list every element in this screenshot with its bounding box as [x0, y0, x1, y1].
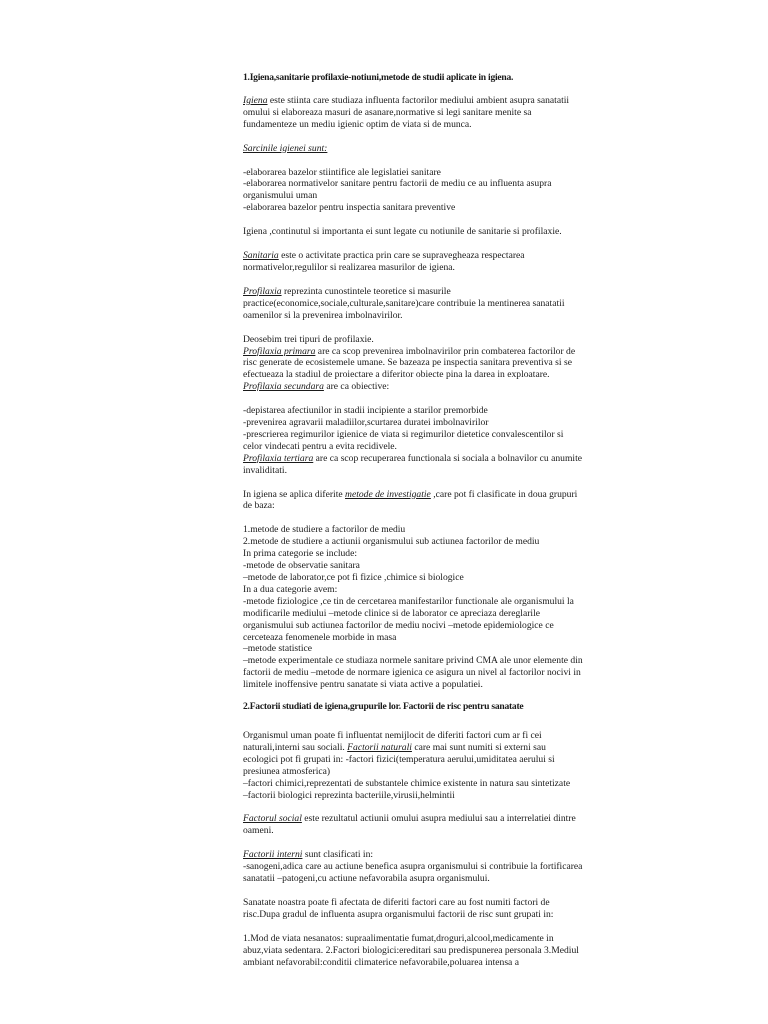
risc-list: 1.Mod de viata nesanatos: supraalimentatie fumat,droguri,alcool,medicamente in abuz,viata sedentara. 2.Factori biologici:ereditari sau predispunerea personala 3.Mediul ambiant nefavorabil:conditii climaterice nefavorabile,poluarea intensa a: [243, 932, 579, 968]
metode-intro: [243, 489, 583, 513]
list-item: -prescrierea regimurilor igienice de viata si regimurilor dietetice convalescentilor si celor vindecati pentru a evita recidivele.: [243, 428, 564, 452]
profilaxia-text: reprezinta cunostintele teoretice si masurile practice(economice,sociale,culturale,sanitare)care contribuie la mentinerea sanatatii oamenilor si la prevenirea imbolnavirilor.: [243, 285, 565, 321]
list-item: -elaborarea bazelor stiintifice ale legislatiei sanitare: [243, 166, 441, 178]
risc-paragraph: Sanatate noastra poate fi afectata de diferiti factori care au fost numiti factori de risc.Dupa gradul de influenta asupra organismului factorii de risc sunt grupati in:: [243, 896, 554, 920]
term-secundara: Profilaxia secundara: [243, 381, 324, 393]
secundara-definition: [243, 381, 583, 393]
sarcinile-block: [243, 143, 583, 215]
list-item: -depistarea afectiunilor in stadii incipiente a starilor premorbide: [243, 405, 488, 417]
term-sanitaria: Sanitaria: [243, 250, 279, 262]
list-item: -elaborarea normativelor sanitare pentru factorii de mediu ce au influenta asupra organismului uman: [243, 178, 552, 202]
list-item: –metode statistice: [243, 643, 313, 655]
tipuri-intro: Deosebim trei tipuri de profilaxie.: [243, 333, 374, 345]
list-item: –factori chimici,reprezentati de substantele chimice existente in natura sau sintetizate: [243, 777, 571, 789]
interni-body: -sanogeni,adica care au actiune benefica asupra organismului si contribuie la fortificarea sanatatii –patogeni,cu actiune nefavorabila asupra organismului.: [243, 861, 583, 885]
metode-pre: In igiena se aplica diferite: [243, 488, 346, 500]
primara-text: are ca scop prevenirea imbolnavirilor prin combaterea factorilor de risc generate de ecosistemele umane. Se bazeaza pe inspectia sanitara preventiva si se efectueaza la stadiul de proiectare a diferitor obiecte pina la darea in exploatare.: [243, 345, 576, 381]
organism-paragraph: [243, 730, 583, 801]
term-profilaxia: Profilaxia: [243, 285, 282, 297]
term-factorul-social: Factorul social: [243, 813, 302, 825]
igiena-text: este stiinta care studiaza influenta factorilor mediului ambient asupra sanatatii omului si elaboreaza masuri de asanare,normative si legi sanitare menite sa fundamenteze un mediu igienic optim de viata si de munca.: [243, 94, 570, 130]
organism-post: care mai sunt numiti si externi sau ecologici pot fi grupati in: -factori fizici(temperatura aerului,umiditatea aerului si presiunea atmosferica): [243, 741, 555, 777]
term-tertiara: Profilaxia tertiara: [243, 452, 314, 464]
tertiara-text: are ca scop recuperarea functionala si sociala a bolnavilor cu anumite invaliditati.: [243, 452, 583, 476]
list-item: –metode experimentale ce studiaza normele sanitare privind CMA ale unor elemente din factorii de mediu –metode de normare igienica ce asigura un nivel al factorilor nocivi in limitele inoffensive pentru sanatate si viata active a populatiei.: [243, 655, 583, 691]
metode-block: [243, 489, 583, 692]
list-item: 2.metode de studiere a actiunii organismului sub actiunea factorilor de mediu: [243, 536, 540, 548]
list-item: -metode de observatie sanitara: [243, 560, 360, 572]
term-sarcinile: Sarcinile igienei sunt:: [243, 142, 328, 154]
list-item: -prevenirea agravarii maladiilor,scurtarea duratei imbolnavirilor: [243, 417, 489, 429]
organism-pre: Organismul uman poate fi influentat nemijlocit de diferiti factori cum ar fi cei naturali,interni sau sociali.: [243, 729, 542, 753]
sanitaria-definition: [243, 250, 583, 274]
document-page: [243, 72, 583, 980]
list-item: -elaborarea bazelor pentru inspectia sanitara preventive: [243, 202, 456, 214]
igiena-definition: [243, 95, 583, 131]
list-item: In prima categorie se include:: [243, 548, 358, 560]
tertiara-definition: [243, 453, 583, 477]
term-factorii-interni: Factorii interni: [243, 849, 303, 861]
term-primara: Profilaxia primara: [243, 345, 316, 357]
tipuri-block: [243, 334, 583, 477]
profilaxia-definition: [243, 286, 583, 322]
social-definition: [243, 813, 583, 837]
list-item: –factorii biologici reprezinta bacteriile,virusii,helmintii: [243, 789, 455, 801]
sanitaria-text: este o activitate practica prin care se supravegheaza respectarea normativelor,regulilor si realizarea masurilor de igiena.: [243, 250, 525, 273]
list-item: -metode fiziologice ,ce tin de cercetarea manifestarilor functionale ale organismului la modificarile mediului –metode clinice si de laborator ce apreciaza dereglarile organismului sub actiunea factorilor de mediu nocivi –metode epidemiologice ce cerceteaza fenomenele morbide in masa: [243, 595, 574, 643]
term-factorii-naturali: Factorii naturali: [347, 741, 412, 753]
term-igiena: Igiena: [243, 94, 268, 106]
social-text: este rezultatul actiunii omului asupra mediului sau a interrelatiei dintre oameni.: [243, 813, 576, 837]
list-item: 1.metode de studiere a factorilor de mediu: [243, 524, 406, 536]
term-metode: metode de investigatie: [345, 488, 431, 500]
igiena-continut: Igiena ,continutul si importanta ei sunt legate cu notiunile de sanitarie si profilaxie.: [243, 226, 562, 238]
list-item: In a dua categorie avem:: [243, 583, 338, 595]
interni-text: sunt clasificati in:: [302, 849, 374, 861]
metode-post: ,care pot fi clasificate in doua grupuri de baza:: [243, 488, 578, 512]
list-item: –metode de laborator,ce pot fi fizice ,chimice si biologice: [243, 572, 464, 583]
primara-definition: [243, 346, 583, 382]
section-2-title: 2.Factorii studiati de igiena,grupurile lor. Factorii de risc pentru sanatate: [243, 701, 524, 713]
secundara-text: are ca obiective:: [323, 381, 390, 393]
interni-definition: [243, 849, 583, 885]
section-1-title: 1.Igiena,sanitarie profilaxie-notiuni,metode de studii aplicate in igiena.: [243, 72, 514, 83]
